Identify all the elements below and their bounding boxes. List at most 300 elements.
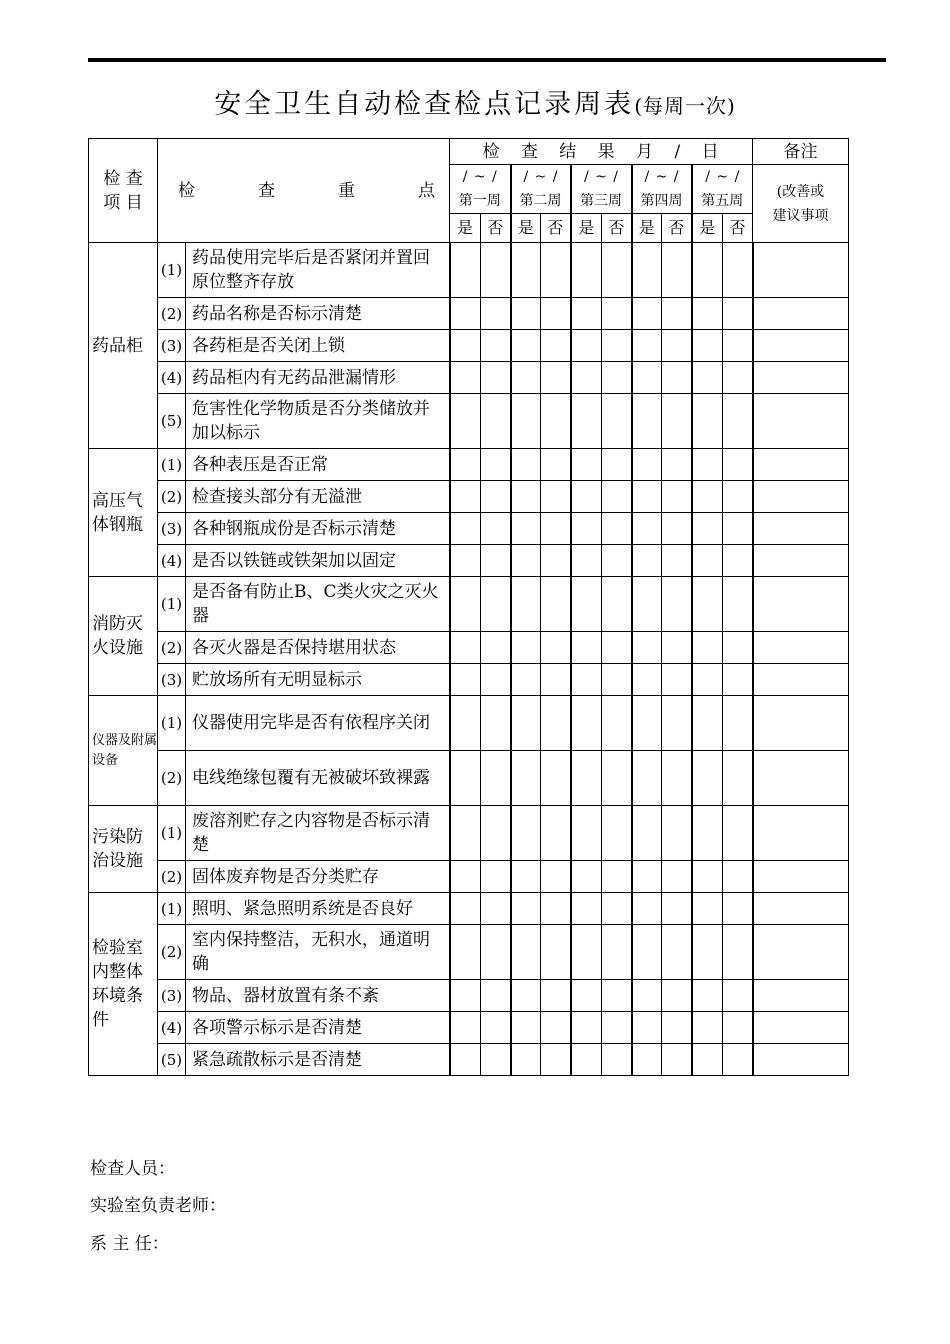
- yes-checkbox-cell[interactable]: [450, 751, 481, 806]
- yes-checkbox-cell[interactable]: [571, 632, 602, 664]
- no-checkbox-cell[interactable]: [662, 481, 692, 513]
- no-checkbox-cell[interactable]: [662, 394, 692, 449]
- no-checkbox-cell[interactable]: [723, 893, 753, 925]
- table-row: [89, 577, 849, 632]
- no-checkbox-cell[interactable]: [481, 664, 511, 696]
- yes-checkbox-cell[interactable]: [692, 893, 723, 925]
- no-checkbox-cell[interactable]: [541, 925, 571, 980]
- yes-checkbox-cell[interactable]: [511, 577, 541, 632]
- yes-checkbox-cell[interactable]: [692, 806, 723, 861]
- item-number: (2): [158, 861, 186, 893]
- item-number: (3): [158, 980, 186, 1012]
- notes-cell[interactable]: [753, 806, 849, 861]
- yes-checkbox-cell[interactable]: [511, 1044, 541, 1076]
- yes-checkbox-cell[interactable]: [571, 298, 602, 330]
- no-checkbox-cell[interactable]: [602, 330, 632, 362]
- yes-checkbox-cell[interactable]: [511, 1012, 541, 1044]
- yes-checkbox-cell[interactable]: [692, 330, 723, 362]
- category-cell: 污染防治设施: [89, 806, 158, 893]
- no-checkbox-cell[interactable]: [481, 243, 511, 298]
- no-checkbox-cell[interactable]: [602, 362, 632, 394]
- yes-checkbox-cell[interactable]: [511, 394, 541, 449]
- no-checkbox-cell[interactable]: [662, 513, 692, 545]
- no-checkbox-cell[interactable]: [723, 449, 753, 481]
- yes-checkbox-cell[interactable]: [511, 545, 541, 577]
- table-row: [89, 925, 849, 980]
- yes-checkbox-cell[interactable]: [571, 577, 602, 632]
- notes-cell[interactable]: [753, 449, 849, 481]
- table-row: [89, 696, 849, 751]
- item-number: (1): [158, 449, 186, 481]
- no-checkbox-cell[interactable]: [481, 513, 511, 545]
- no-checkbox-cell[interactable]: [602, 664, 632, 696]
- notes-cell[interactable]: [753, 243, 849, 298]
- yes-checkbox-cell[interactable]: [632, 861, 662, 893]
- yes-checkbox-cell[interactable]: [692, 664, 723, 696]
- no-checkbox-cell[interactable]: [662, 980, 692, 1012]
- yes-checkbox-cell[interactable]: [692, 632, 723, 664]
- table-row: [89, 330, 849, 362]
- yes-checkbox-cell[interactable]: [632, 696, 662, 751]
- no-checkbox-cell[interactable]: [602, 696, 632, 751]
- table-row: [89, 449, 849, 481]
- yes-checkbox-cell[interactable]: [511, 298, 541, 330]
- no-checkbox-cell[interactable]: [481, 330, 511, 362]
- yes-header: 是: [692, 214, 723, 243]
- no-checkbox-cell[interactable]: [602, 449, 632, 481]
- week-date: / ~ /: [644, 169, 679, 185]
- no-checkbox-cell[interactable]: [481, 632, 511, 664]
- yes-checkbox-cell[interactable]: [450, 664, 481, 696]
- no-checkbox-cell[interactable]: [481, 394, 511, 449]
- no-checkbox-cell[interactable]: [662, 545, 692, 577]
- yes-checkbox-cell[interactable]: [692, 394, 723, 449]
- no-checkbox-cell[interactable]: [662, 696, 692, 751]
- yes-checkbox-cell[interactable]: [692, 577, 723, 632]
- notes-cell[interactable]: [753, 330, 849, 362]
- yes-checkbox-cell[interactable]: [511, 980, 541, 1012]
- no-checkbox-cell[interactable]: [602, 298, 632, 330]
- yes-checkbox-cell[interactable]: [692, 861, 723, 893]
- no-checkbox-cell[interactable]: [602, 545, 632, 577]
- yes-checkbox-cell[interactable]: [632, 481, 662, 513]
- item-text: 药品使用完毕后是否紧闭并置回原位整齐存放: [186, 243, 450, 298]
- yes-checkbox-cell[interactable]: [571, 861, 602, 893]
- item-text: 各项警示标示是否清楚: [186, 1012, 450, 1044]
- item-text: 危害性化学物质是否分类储放并加以标示: [186, 394, 450, 449]
- yes-checkbox-cell[interactable]: [632, 1044, 662, 1076]
- week-date: / ~ /: [523, 169, 558, 185]
- yes-checkbox-cell[interactable]: [692, 243, 723, 298]
- no-header: 否: [541, 214, 571, 243]
- item-text: 仪器使用完毕是否有依程序关闭: [186, 696, 450, 751]
- no-checkbox-cell[interactable]: [541, 330, 571, 362]
- yes-checkbox-cell[interactable]: [571, 664, 602, 696]
- week-header-2: [511, 165, 571, 214]
- no-checkbox-cell[interactable]: [541, 980, 571, 1012]
- no-checkbox-cell[interactable]: [723, 394, 753, 449]
- no-checkbox-cell[interactable]: [541, 513, 571, 545]
- no-checkbox-cell[interactable]: [602, 980, 632, 1012]
- item-number: (4): [158, 545, 186, 577]
- table-row: [89, 362, 849, 394]
- table-row: [89, 513, 849, 545]
- no-checkbox-cell[interactable]: [662, 298, 692, 330]
- yes-checkbox-cell[interactable]: [632, 1012, 662, 1044]
- no-checkbox-cell[interactable]: [481, 806, 511, 861]
- yes-checkbox-cell[interactable]: [692, 545, 723, 577]
- no-checkbox-cell[interactable]: [541, 632, 571, 664]
- no-checkbox-cell[interactable]: [723, 925, 753, 980]
- no-checkbox-cell[interactable]: [602, 243, 632, 298]
- table-row: [89, 664, 849, 696]
- yes-checkbox-cell[interactable]: [571, 481, 602, 513]
- yes-checkbox-cell[interactable]: [632, 330, 662, 362]
- item-number: (4): [158, 1012, 186, 1044]
- notes-cell[interactable]: [753, 481, 849, 513]
- item-text: 药品名称是否标示清楚: [186, 298, 450, 330]
- table-row: [89, 481, 849, 513]
- no-checkbox-cell[interactable]: [481, 577, 511, 632]
- item-number: (4): [158, 362, 186, 394]
- no-checkbox-cell[interactable]: [723, 806, 753, 861]
- no-checkbox-cell[interactable]: [481, 1012, 511, 1044]
- table-row: [89, 1044, 849, 1076]
- yes-checkbox-cell[interactable]: [571, 696, 602, 751]
- item-text: 各灭火器是否保持堪用状态: [186, 632, 450, 664]
- no-checkbox-cell[interactable]: [541, 243, 571, 298]
- no-checkbox-cell[interactable]: [602, 1044, 632, 1076]
- yes-checkbox-cell[interactable]: [571, 513, 602, 545]
- no-checkbox-cell[interactable]: [662, 632, 692, 664]
- week-label: 第五周: [701, 193, 744, 209]
- item-text: 贮放场所有无明显标示: [186, 664, 450, 696]
- no-checkbox-cell[interactable]: [481, 449, 511, 481]
- yes-checkbox-cell[interactable]: [511, 481, 541, 513]
- no-checkbox-cell[interactable]: [602, 513, 632, 545]
- item-number: (5): [158, 1044, 186, 1076]
- no-checkbox-cell[interactable]: [481, 545, 511, 577]
- no-checkbox-cell[interactable]: [723, 330, 753, 362]
- no-checkbox-cell[interactable]: [723, 664, 753, 696]
- focus-col-header: [158, 139, 450, 243]
- week-label: 第三周: [580, 193, 622, 209]
- yes-checkbox-cell[interactable]: [571, 980, 602, 1012]
- week-label: 第一周: [458, 193, 501, 209]
- item-col-line1: 检 查: [103, 168, 143, 189]
- no-checkbox-cell[interactable]: [662, 751, 692, 806]
- yes-checkbox-cell[interactable]: [511, 751, 541, 806]
- category-cell: 仪器及附属设备: [89, 696, 158, 806]
- focus-char: 重: [338, 180, 355, 201]
- yes-checkbox-cell[interactable]: [632, 545, 662, 577]
- yes-checkbox-cell[interactable]: [692, 481, 723, 513]
- table-row: [89, 632, 849, 664]
- title-sub: (每周一次): [634, 94, 736, 118]
- item-number: (3): [158, 664, 186, 696]
- no-checkbox-cell[interactable]: [481, 751, 511, 806]
- item-number: (3): [158, 513, 186, 545]
- no-checkbox-cell[interactable]: [481, 861, 511, 893]
- yes-checkbox-cell[interactable]: [571, 1044, 602, 1076]
- yes-checkbox-cell[interactable]: [450, 362, 481, 394]
- yes-checkbox-cell[interactable]: [571, 330, 602, 362]
- no-checkbox-cell[interactable]: [602, 577, 632, 632]
- yes-checkbox-cell[interactable]: [571, 243, 602, 298]
- no-checkbox-cell[interactable]: [481, 696, 511, 751]
- notes-cell[interactable]: [753, 893, 849, 925]
- no-checkbox-cell[interactable]: [662, 577, 692, 632]
- yes-checkbox-cell[interactable]: [450, 513, 481, 545]
- yes-checkbox-cell[interactable]: [571, 806, 602, 861]
- yes-header: 是: [511, 214, 541, 243]
- yes-checkbox-cell[interactable]: [692, 298, 723, 330]
- yes-checkbox-cell[interactable]: [511, 449, 541, 481]
- notes-cell[interactable]: [753, 751, 849, 806]
- yes-checkbox-cell[interactable]: [571, 449, 602, 481]
- yes-checkbox-cell[interactable]: [692, 925, 723, 980]
- yes-checkbox-cell[interactable]: [450, 925, 481, 980]
- yes-checkbox-cell[interactable]: [632, 243, 662, 298]
- yes-checkbox-cell[interactable]: [632, 893, 662, 925]
- no-checkbox-cell[interactable]: [723, 980, 753, 1012]
- yes-checkbox-cell[interactable]: [450, 330, 481, 362]
- table-row: [89, 298, 849, 330]
- notes-cell[interactable]: [753, 980, 849, 1012]
- no-checkbox-cell[interactable]: [662, 1044, 692, 1076]
- no-checkbox-cell[interactable]: [723, 362, 753, 394]
- yes-checkbox-cell[interactable]: [450, 545, 481, 577]
- no-checkbox-cell[interactable]: [602, 632, 632, 664]
- no-checkbox-cell[interactable]: [723, 632, 753, 664]
- yes-checkbox-cell[interactable]: [692, 751, 723, 806]
- no-checkbox-cell[interactable]: [481, 980, 511, 1012]
- item-col-header: [89, 139, 158, 243]
- notes-subheader: [753, 165, 849, 243]
- yes-checkbox-cell[interactable]: [632, 632, 662, 664]
- no-checkbox-cell[interactable]: [481, 893, 511, 925]
- yes-checkbox-cell[interactable]: [632, 925, 662, 980]
- no-checkbox-cell[interactable]: [602, 481, 632, 513]
- no-checkbox-cell[interactable]: [541, 751, 571, 806]
- notes-cell[interactable]: [753, 577, 849, 632]
- yes-checkbox-cell[interactable]: [511, 330, 541, 362]
- no-checkbox-cell[interactable]: [662, 243, 692, 298]
- no-checkbox-cell[interactable]: [723, 861, 753, 893]
- notes-cell[interactable]: [753, 664, 849, 696]
- no-checkbox-cell[interactable]: [541, 861, 571, 893]
- no-checkbox-cell[interactable]: [602, 394, 632, 449]
- no-checkbox-cell[interactable]: [602, 861, 632, 893]
- no-checkbox-cell[interactable]: [662, 806, 692, 861]
- notes-cell[interactable]: [753, 545, 849, 577]
- no-checkbox-cell[interactable]: [602, 925, 632, 980]
- table-row: [89, 1012, 849, 1044]
- no-checkbox-cell[interactable]: [481, 362, 511, 394]
- no-checkbox-cell[interactable]: [723, 696, 753, 751]
- item-number: (2): [158, 751, 186, 806]
- no-checkbox-cell[interactable]: [481, 298, 511, 330]
- yes-checkbox-cell[interactable]: [450, 394, 481, 449]
- yes-checkbox-cell[interactable]: [511, 925, 541, 980]
- no-checkbox-cell[interactable]: [662, 330, 692, 362]
- item-text: 物品、器材放置有条不紊: [186, 980, 450, 1012]
- no-checkbox-cell[interactable]: [541, 545, 571, 577]
- no-checkbox-cell[interactable]: [541, 806, 571, 861]
- notes-sub-line1: (改善或: [776, 183, 825, 200]
- item-number: (2): [158, 298, 186, 330]
- notes-cell[interactable]: [753, 362, 849, 394]
- notes-cell[interactable]: [753, 861, 849, 893]
- no-checkbox-cell[interactable]: [481, 1044, 511, 1076]
- table-row: [89, 980, 849, 1012]
- no-checkbox-cell[interactable]: [723, 513, 753, 545]
- yes-checkbox-cell[interactable]: [450, 243, 481, 298]
- yes-checkbox-cell[interactable]: [511, 664, 541, 696]
- yes-checkbox-cell[interactable]: [692, 513, 723, 545]
- yes-checkbox-cell[interactable]: [571, 545, 602, 577]
- yes-checkbox-cell[interactable]: [571, 925, 602, 980]
- no-checkbox-cell[interactable]: [662, 664, 692, 696]
- no-checkbox-cell[interactable]: [541, 481, 571, 513]
- yes-checkbox-cell[interactable]: [692, 980, 723, 1012]
- yes-checkbox-cell[interactable]: [571, 751, 602, 806]
- yes-checkbox-cell[interactable]: [450, 481, 481, 513]
- yes-checkbox-cell[interactable]: [450, 1044, 481, 1076]
- yes-checkbox-cell[interactable]: [632, 577, 662, 632]
- week-date: / ~ /: [462, 169, 497, 185]
- no-checkbox-cell[interactable]: [723, 577, 753, 632]
- notes-cell[interactable]: [753, 513, 849, 545]
- no-checkbox-cell[interactable]: [662, 925, 692, 980]
- yes-checkbox-cell[interactable]: [511, 861, 541, 893]
- notes-cell[interactable]: [753, 925, 849, 980]
- yes-checkbox-cell[interactable]: [571, 394, 602, 449]
- no-checkbox-cell[interactable]: [541, 394, 571, 449]
- item-number: (1): [158, 243, 186, 298]
- no-checkbox-cell[interactable]: [723, 243, 753, 298]
- no-checkbox-cell[interactable]: [723, 298, 753, 330]
- yes-checkbox-cell[interactable]: [632, 513, 662, 545]
- yes-checkbox-cell[interactable]: [511, 893, 541, 925]
- header-row-1: [89, 139, 849, 165]
- no-checkbox-cell[interactable]: [602, 893, 632, 925]
- yes-checkbox-cell[interactable]: [450, 893, 481, 925]
- yes-checkbox-cell[interactable]: [450, 861, 481, 893]
- no-checkbox-cell[interactable]: [723, 1012, 753, 1044]
- no-header: 否: [481, 214, 511, 243]
- category-cell: 药品柜: [89, 243, 158, 449]
- notes-cell[interactable]: [753, 394, 849, 449]
- no-checkbox-cell[interactable]: [723, 481, 753, 513]
- yes-checkbox-cell[interactable]: [450, 1012, 481, 1044]
- no-checkbox-cell[interactable]: [662, 861, 692, 893]
- no-checkbox-cell[interactable]: [662, 893, 692, 925]
- yes-checkbox-cell[interactable]: [632, 664, 662, 696]
- yes-checkbox-cell[interactable]: [692, 449, 723, 481]
- no-checkbox-cell[interactable]: [723, 1044, 753, 1076]
- no-checkbox-cell[interactable]: [541, 893, 571, 925]
- yes-checkbox-cell[interactable]: [511, 362, 541, 394]
- no-checkbox-cell[interactable]: [541, 1012, 571, 1044]
- yes-checkbox-cell[interactable]: [450, 577, 481, 632]
- yes-checkbox-cell[interactable]: [632, 980, 662, 1012]
- yes-checkbox-cell[interactable]: [692, 696, 723, 751]
- notes-cell[interactable]: [753, 696, 849, 751]
- yes-checkbox-cell[interactable]: [632, 806, 662, 861]
- yes-checkbox-cell[interactable]: [511, 806, 541, 861]
- no-checkbox-cell[interactable]: [541, 298, 571, 330]
- yes-checkbox-cell[interactable]: [571, 362, 602, 394]
- yes-checkbox-cell[interactable]: [511, 696, 541, 751]
- notes-cell[interactable]: [753, 632, 849, 664]
- item-text: 检查接头部分有无溢泄: [186, 481, 450, 513]
- yes-checkbox-cell[interactable]: [511, 632, 541, 664]
- lab-teacher-label: 实验室负责老师：: [90, 1196, 226, 1216]
- yes-checkbox-cell[interactable]: [450, 806, 481, 861]
- notes-cell[interactable]: [753, 298, 849, 330]
- yes-checkbox-cell[interactable]: [450, 449, 481, 481]
- item-text: 废溶剂贮存之内容物是否标示清楚: [186, 806, 450, 861]
- no-header: 否: [602, 214, 632, 243]
- week-date: / ~ /: [583, 169, 619, 185]
- yes-checkbox-cell[interactable]: [632, 751, 662, 806]
- no-checkbox-cell[interactable]: [662, 1012, 692, 1044]
- no-checkbox-cell[interactable]: [602, 1012, 632, 1044]
- no-checkbox-cell[interactable]: [662, 362, 692, 394]
- title-main: 安全卫生自动检查检点记录周表: [214, 89, 635, 120]
- yes-checkbox-cell[interactable]: [450, 696, 481, 751]
- yes-checkbox-cell[interactable]: [632, 449, 662, 481]
- item-text: 药品柜内有无药品泄漏情形: [186, 362, 450, 394]
- no-checkbox-cell[interactable]: [602, 806, 632, 861]
- no-checkbox-cell[interactable]: [662, 449, 692, 481]
- yes-checkbox-cell[interactable]: [511, 243, 541, 298]
- no-checkbox-cell[interactable]: [723, 751, 753, 806]
- no-checkbox-cell[interactable]: [481, 481, 511, 513]
- yes-checkbox-cell[interactable]: [632, 394, 662, 449]
- notes-cell[interactable]: [753, 1044, 849, 1076]
- category-cell: 高压气体钢瓶: [89, 449, 158, 577]
- no-checkbox-cell[interactable]: [541, 449, 571, 481]
- yes-checkbox-cell[interactable]: [511, 513, 541, 545]
- page-title: [0, 82, 950, 121]
- yes-checkbox-cell[interactable]: [692, 1044, 723, 1076]
- yes-checkbox-cell[interactable]: [632, 298, 662, 330]
- yes-checkbox-cell[interactable]: [632, 362, 662, 394]
- no-checkbox-cell[interactable]: [723, 545, 753, 577]
- yes-checkbox-cell[interactable]: [450, 980, 481, 1012]
- item-number: (1): [158, 806, 186, 861]
- no-checkbox-cell[interactable]: [541, 1044, 571, 1076]
- no-checkbox-cell[interactable]: [541, 664, 571, 696]
- no-checkbox-cell[interactable]: [602, 751, 632, 806]
- yes-checkbox-cell[interactable]: [571, 1012, 602, 1044]
- no-checkbox-cell[interactable]: [541, 362, 571, 394]
- yes-checkbox-cell[interactable]: [450, 298, 481, 330]
- week-label: 第四周: [640, 193, 683, 209]
- week-date: / ~ /: [705, 169, 740, 185]
- no-checkbox-cell[interactable]: [481, 925, 511, 980]
- yes-checkbox-cell[interactable]: [692, 1012, 723, 1044]
- no-checkbox-cell[interactable]: [541, 696, 571, 751]
- no-checkbox-cell[interactable]: [541, 577, 571, 632]
- notes-cell[interactable]: [753, 1012, 849, 1044]
- yes-checkbox-cell[interactable]: [692, 362, 723, 394]
- yes-checkbox-cell[interactable]: [450, 632, 481, 664]
- yes-checkbox-cell[interactable]: [571, 893, 602, 925]
- week-label: 第二周: [519, 193, 562, 209]
